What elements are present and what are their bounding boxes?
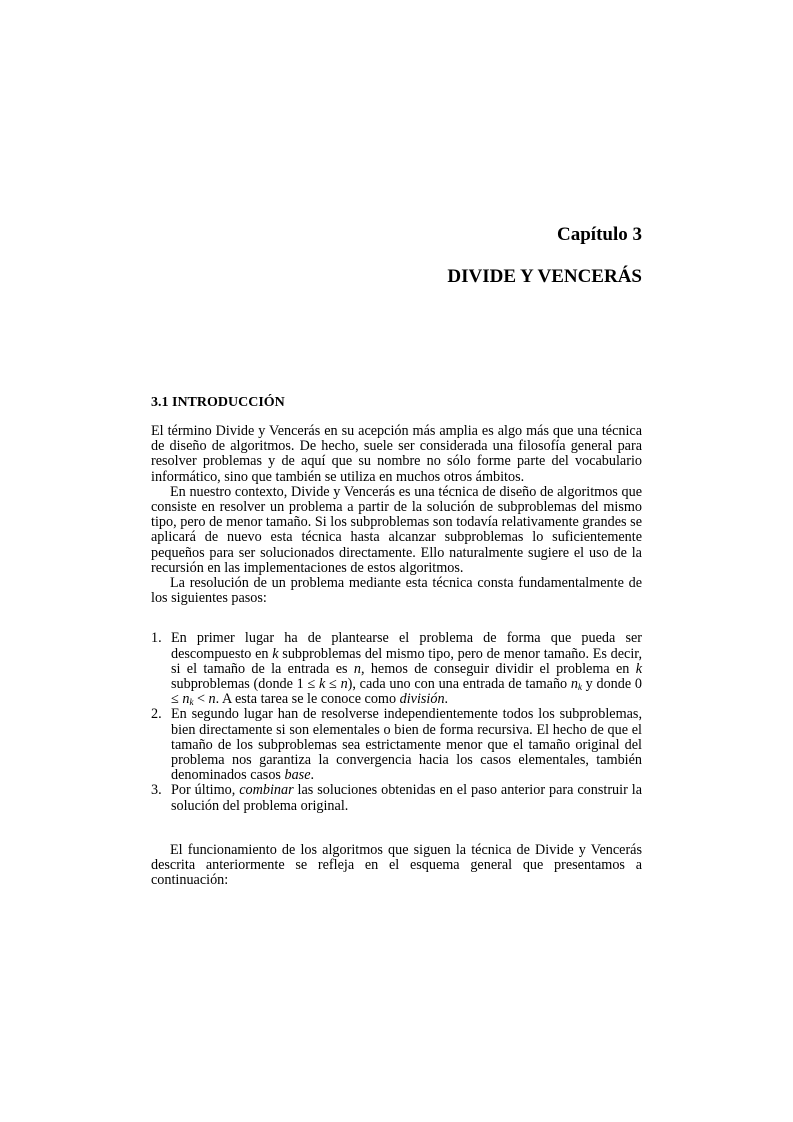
step-text: Por último, xyxy=(171,782,240,799)
math-var: k xyxy=(635,660,642,677)
list-number: 1. xyxy=(151,630,162,647)
math-var: k xyxy=(272,645,279,662)
math-var: k xyxy=(319,676,326,693)
emphasis: combinar xyxy=(239,782,294,799)
body-text xyxy=(151,424,642,888)
math-subscript: k xyxy=(189,697,194,708)
list-number: 2. xyxy=(151,706,162,723)
steps-list xyxy=(151,631,642,813)
emphasis: base xyxy=(284,767,311,784)
list-item xyxy=(151,707,642,783)
step-text: ), cada uno con una entrada de tamaño xyxy=(347,676,571,693)
step-text: . xyxy=(310,767,315,784)
step-text: y donde 0 ≤ xyxy=(171,676,642,708)
math-subscript: k xyxy=(577,682,582,693)
chapter-label: Capítulo 3 xyxy=(557,224,642,245)
step-text: En primer lugar ha de plantearse el problema de forma que pueda ser descompuesto en xyxy=(171,630,642,662)
chapter-title: DIVIDE Y VENCERÁS xyxy=(447,266,642,287)
step-text: ≤ xyxy=(325,676,341,693)
paragraph: La resolución de un problema mediante esta técnica consta fundamentalmente de los siguientes pasos: xyxy=(151,575,642,607)
math-var: n xyxy=(353,660,361,677)
math-var: n xyxy=(570,676,578,693)
step-text: las soluciones obtenidas en el paso anterior para construir la solución del problema original. xyxy=(171,782,642,814)
paragraph: El funcionamiento de los algoritmos que siguen la técnica de Divide y Vencerás descrita anteriormente se refleja en el esquema general que presentamos a continuación: xyxy=(151,841,642,889)
list-item xyxy=(151,783,642,813)
step-text: En segundo lugar han de resolverse independientemente todos los subproblemas, bien directamente si son elementales o bien de forma recursiva. El hecho de que el tamaño de los subproblemas sea estrictamente menor que el tamaño original del problema nos garantiza la convergencia hacia los casos elementales, también denominados casos xyxy=(171,706,642,784)
step-text: , hemos de conseguir dividir el problema en xyxy=(360,660,636,677)
math-var: n xyxy=(182,691,190,708)
emphasis: división xyxy=(399,691,445,708)
step-text: . xyxy=(444,691,449,708)
paragraph: En nuestro contexto, Divide y Vencerás es una técnica de diseño de algoritmos que consiste en resolver un problema a partir de la solución de subproblemas del mismo tipo, pero de menor tamaño. Si los subproblemas son todavía relativamente grandes se aplicará de nuevo esta técnica hasta alcanzar subproblemas lo suficientemente pequeños para ser solucionados directamente. Ello naturalmente sugiere el uso de la recursión en las implementaciones de estos algoritmos. xyxy=(151,483,642,576)
list-number: 3. xyxy=(151,782,162,799)
math-var: n xyxy=(208,691,216,708)
step-text: subproblemas del mismo tipo, pero de menor tamaño. Es decir, si el tamaño de la entrada es xyxy=(171,645,642,677)
math-var: n xyxy=(340,676,348,693)
step-text: < xyxy=(193,691,209,708)
paragraph: El término Divide y Vencerás en su acepción más amplia es algo más que una técnica de diseño de algoritmos. De hecho, suele ser considerada una filosofía general para resolver problemas y de aquí que su nombre no sólo forme parte del vocabulario informático, sino que también se utiliza en muchos otros ámbitos. xyxy=(151,423,642,485)
step-text: . A esta tarea se le conoce como xyxy=(215,691,400,708)
list-item xyxy=(151,631,642,707)
step-text: subproblemas (donde 1 ≤ xyxy=(171,676,319,693)
section-heading: 3.1 INTRODUCCIÓN xyxy=(151,395,285,410)
